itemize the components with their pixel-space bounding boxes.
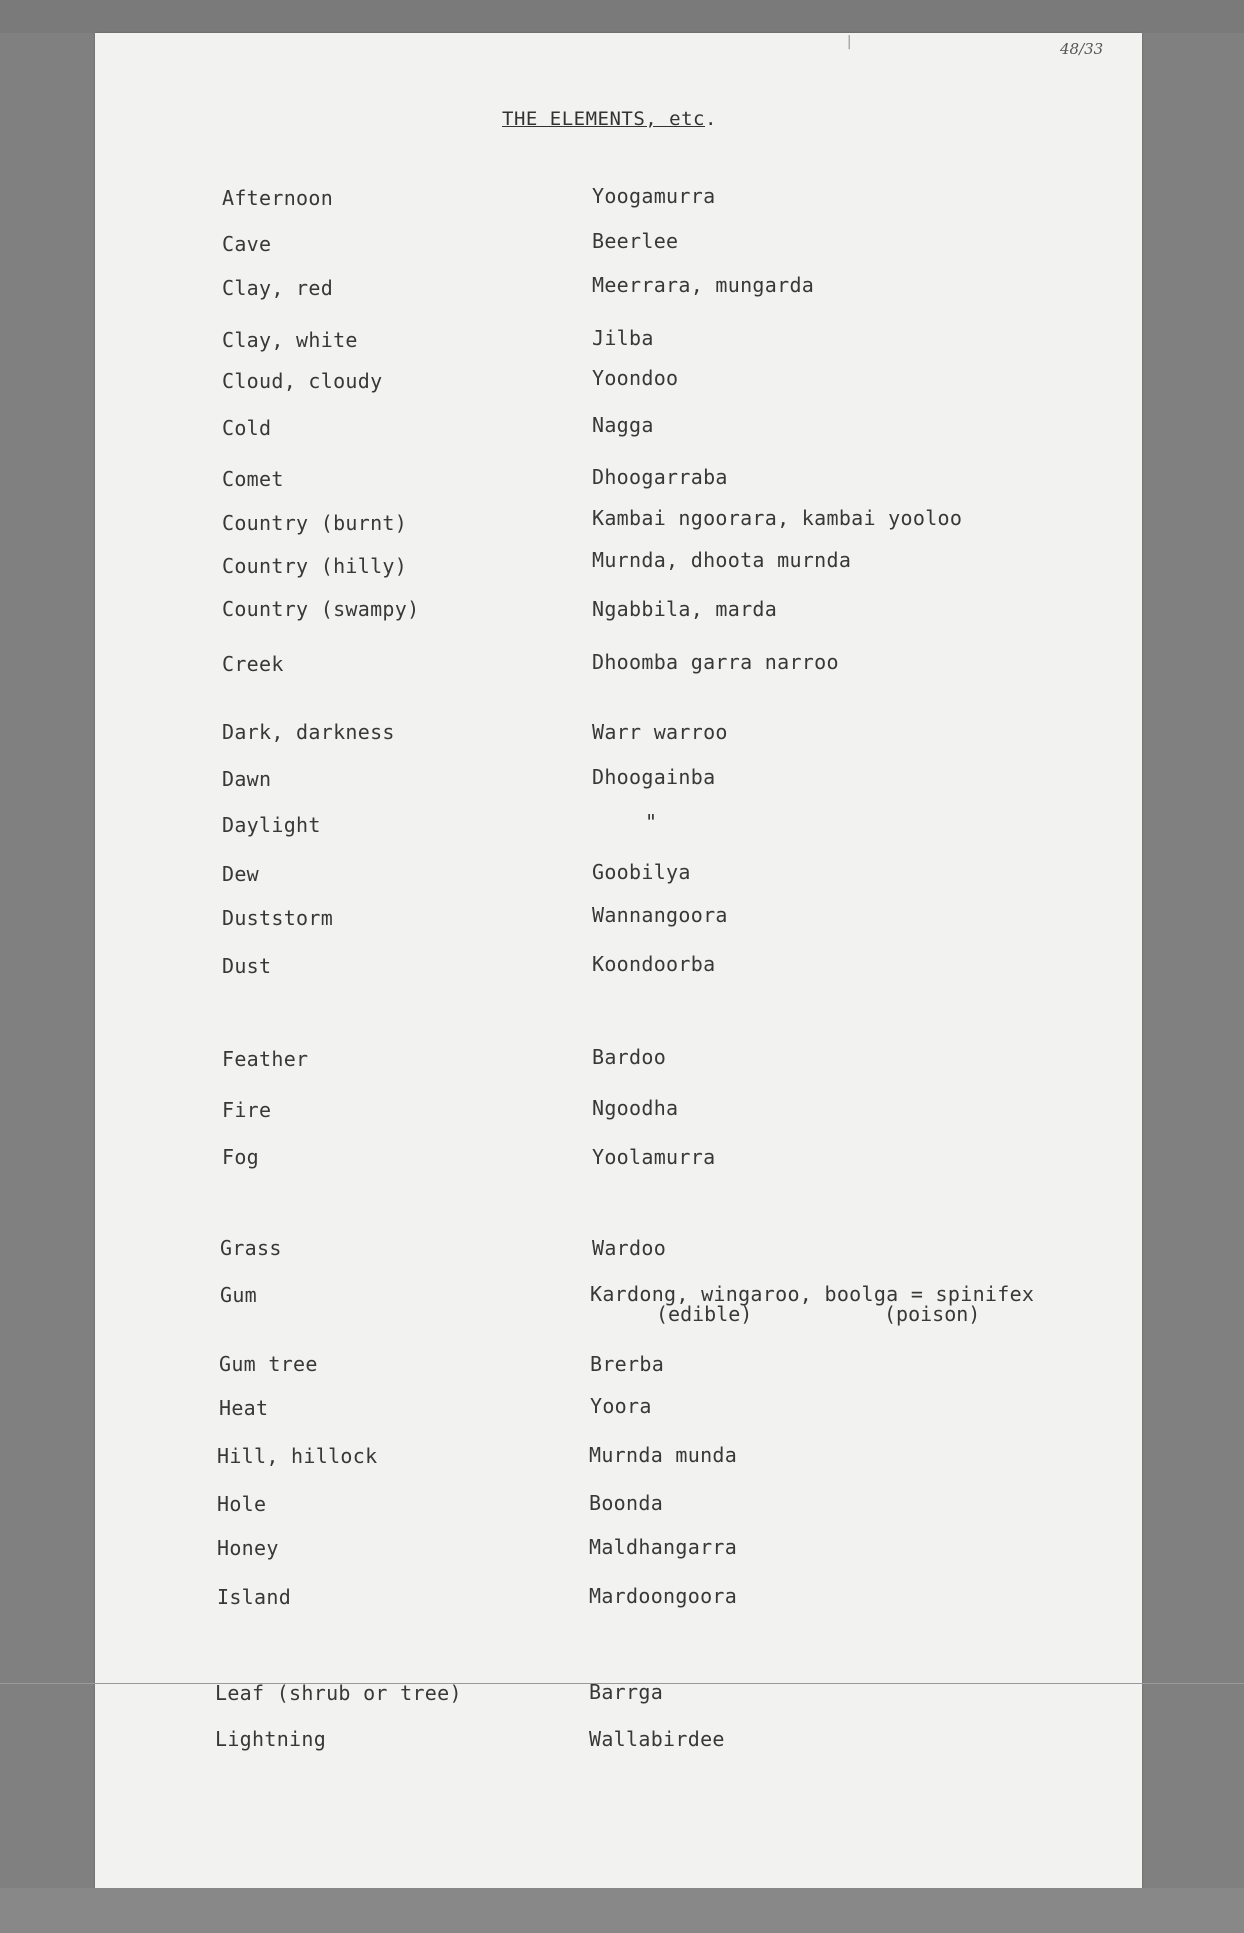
- scan-border-bottom: [0, 1888, 1244, 1933]
- native-term: Yoogamurra: [592, 184, 716, 208]
- native-term: Mardoongoora: [589, 1584, 738, 1608]
- native-term: Warr warroo: [592, 720, 728, 744]
- english-term: Cave: [222, 232, 272, 256]
- native-term: Jilba: [592, 326, 654, 350]
- native-term: Koondoorba: [592, 952, 716, 976]
- native-term: Wallabirdee: [589, 1727, 725, 1751]
- english-term: Dark, darkness: [222, 720, 395, 744]
- english-term: Daylight: [222, 813, 321, 837]
- english-term: Dawn: [222, 767, 272, 791]
- english-term: Cold: [222, 416, 272, 440]
- english-term: Afternoon: [222, 186, 334, 210]
- page-title: [502, 108, 717, 130]
- english-term: Duststorm: [222, 906, 334, 930]
- native-term: Beerlee: [592, 229, 679, 253]
- native-term: Nagga: [592, 413, 654, 437]
- english-term: Creek: [222, 652, 284, 676]
- native-term: Boonda: [589, 1491, 664, 1515]
- title-text: THE ELEMENTS, etc: [502, 108, 705, 130]
- scan-speck: |: [845, 34, 854, 50]
- english-term: Dew: [222, 862, 260, 886]
- english-term: Cloud, cloudy: [222, 369, 383, 393]
- native-term: Yoolamurra: [592, 1145, 716, 1169]
- native-term: Maldhangarra: [589, 1535, 738, 1559]
- native-term: Kambai ngoorara, kambai yooloo: [592, 506, 963, 530]
- english-term: Country (burnt): [222, 511, 408, 535]
- english-term: Fire: [222, 1098, 272, 1122]
- gum-note-poison: (poison): [884, 1302, 981, 1326]
- english-term: Comet: [222, 467, 284, 491]
- english-term: Feather: [222, 1047, 309, 1071]
- gum-note-edible: (edible): [656, 1302, 753, 1326]
- english-term: Country (hilly): [222, 554, 408, 578]
- native-term: Kardong, wingaroo, boolga = spinifex: [590, 1282, 1035, 1306]
- native-term: Goobilya: [592, 860, 691, 884]
- native-term: Meerrara, mungarda: [592, 273, 815, 297]
- native-term: Bardoo: [592, 1045, 667, 1069]
- title-period: .: [704, 108, 717, 130]
- native-term: Yoora: [590, 1394, 652, 1418]
- english-term: Hill, hillock: [217, 1444, 378, 1468]
- english-term: Gum: [220, 1283, 258, 1307]
- native-term: Wardoo: [592, 1236, 667, 1260]
- native-term: Barrga: [589, 1680, 664, 1704]
- native-term: Brerba: [590, 1352, 665, 1376]
- native-term: Yoondoo: [592, 366, 679, 390]
- english-term: Clay, red: [222, 276, 334, 300]
- english-term: Island: [217, 1585, 292, 1609]
- native-term: Dhoogarraba: [592, 465, 728, 489]
- page-number: 48/33: [1060, 40, 1104, 58]
- native-term: Dhoogainba: [592, 765, 716, 789]
- native-term: Wannangoora: [592, 903, 728, 927]
- native-term: Murnda, dhoota murnda: [592, 548, 852, 572]
- english-term: Country (swampy): [222, 597, 420, 621]
- native-term: Ngabbila, marda: [592, 597, 778, 621]
- native-term: Ngoodha: [592, 1096, 679, 1120]
- ditto-mark: ": [645, 810, 658, 834]
- english-term: Leaf (shrub or tree): [215, 1681, 462, 1705]
- english-term: Gum tree: [219, 1352, 318, 1376]
- scan-border-top: [0, 0, 1244, 33]
- english-term: Heat: [219, 1396, 269, 1420]
- english-term: Hole: [217, 1492, 267, 1516]
- native-term: Murnda munda: [589, 1443, 738, 1467]
- english-term: Honey: [217, 1536, 279, 1560]
- english-term: Dust: [222, 954, 272, 978]
- english-term: Grass: [220, 1236, 282, 1260]
- native-term: Dhoomba garra narroo: [592, 650, 839, 674]
- english-term: Fog: [222, 1145, 260, 1169]
- english-term: Lightning: [215, 1727, 327, 1751]
- english-term: Clay, white: [222, 328, 358, 352]
